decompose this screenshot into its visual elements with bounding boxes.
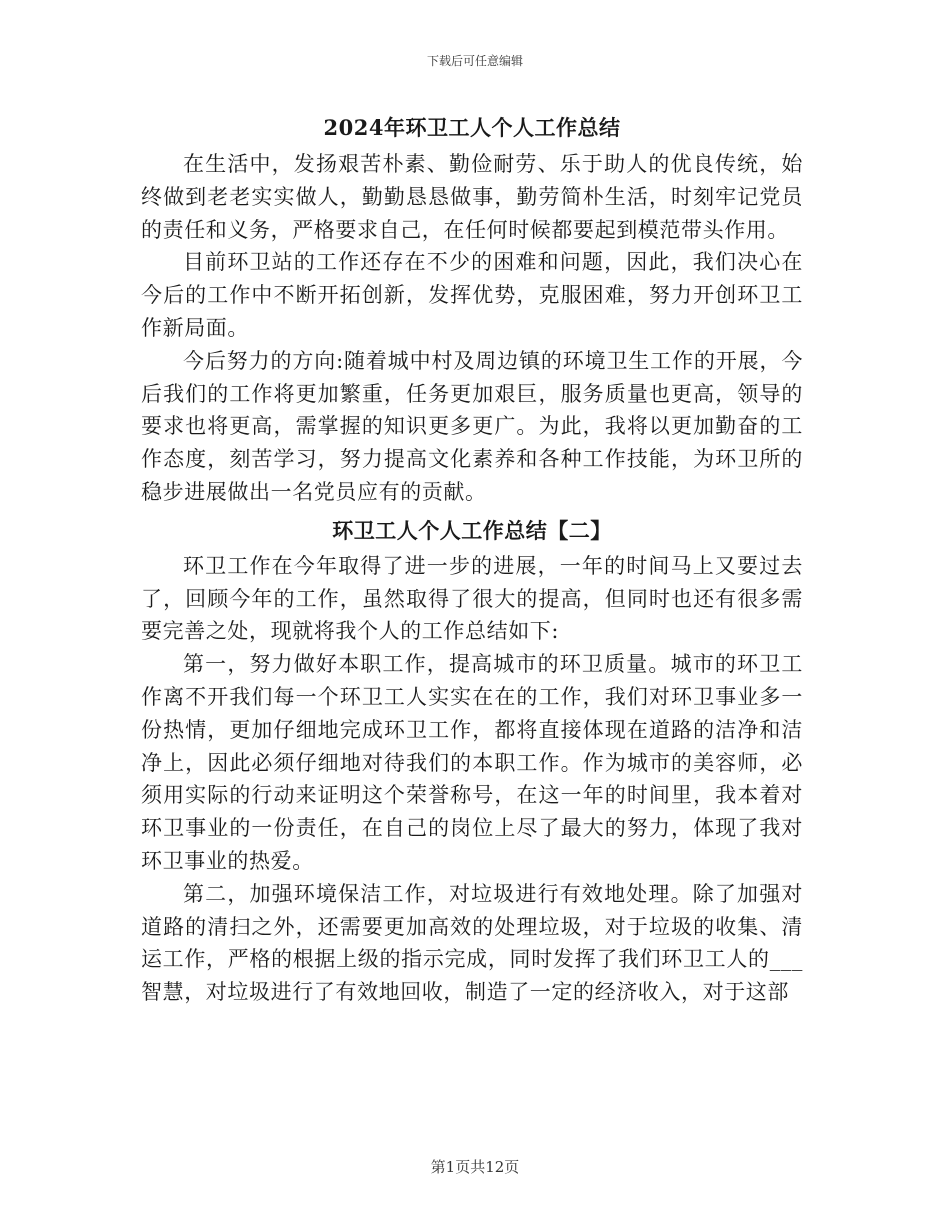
paragraph: 目前环卫站的工作还存在不少的困难和问题，因此，我们决心在今后的工作中不断开拓创新，发挥优势，克服困难，努力开创环卫工作新局面。 bbox=[141, 250, 803, 340]
document-body bbox=[141, 112, 803, 1009]
paragraph: 第二，加强环境保洁工作，对垃圾进行有效地处理。除了加强对道路的清扫之外，还需要更加高效的处理垃圾，对于垃圾的收集、清运工作，严格的根据上级的指示完成，同时发挥了我们环卫工人的___智慧，对垃圾进行了有效地回收，制造了一定的经济收入，对于这部 bbox=[141, 881, 803, 1005]
paragraph: 环卫工作在今年取得了进一步的进展，一年的时间马上又要过去了，回顾今年的工作，虽然取得了很大的提高，但同时也还有很多需要完善之处，现就将我个人的工作总结如下: bbox=[141, 553, 803, 644]
page-number-footer: 第1页共12页 bbox=[430, 1158, 520, 1176]
document-title: 2024年环卫工人个人工作总结 bbox=[323, 115, 621, 140]
page-header-note: 下载后可任意编辑 bbox=[426, 54, 523, 68]
section-title: 环卫工人个人工作总结【二】 bbox=[332, 517, 612, 543]
paragraph: 第一，努力做好本职工作，提高城市的环卫质量。城市的环卫工作离不开我们每一个环卫工人实实在在的工作，我们对环卫事业多一份热情，更加仔细地完成环卫工作，都将直接体现在道路的洁净和洁净上，因此必须仔细地对待我们的本职工作。作为城市的美容师，必须用实际的行动来证明这个荣誉称号，在这一年的时间里，我本着对环卫事业的一份责任，在自己的岗位上尽了最大的努力，体现了我对环卫事业的热爱。 bbox=[141, 652, 803, 873]
paragraph: 在生活中，发扬艰苦朴素、勤俭耐劳、乐于助人的优良传统，始终做到老老实实做人，勤勤恳恳做事，勤劳简朴生活，时刻牢记党员的责任和义务，严格要求自己，在任何时候都要起到模范带头作用。 bbox=[141, 152, 803, 242]
paragraph: 今后努力的方向:随着城中村及周边镇的环境卫生工作的开展，今后我们的工作将更加繁重，任务更加艰巨，服务质量也更高，领导的要求也将更高，需掌握的知识更多更广。为此，我将以更加勤奋的工作态度，刻苦学习，努力提高文化素养和各种工作技能，为环卫所的稳步进展做出一名党员应有的贡献。 bbox=[141, 348, 803, 504]
